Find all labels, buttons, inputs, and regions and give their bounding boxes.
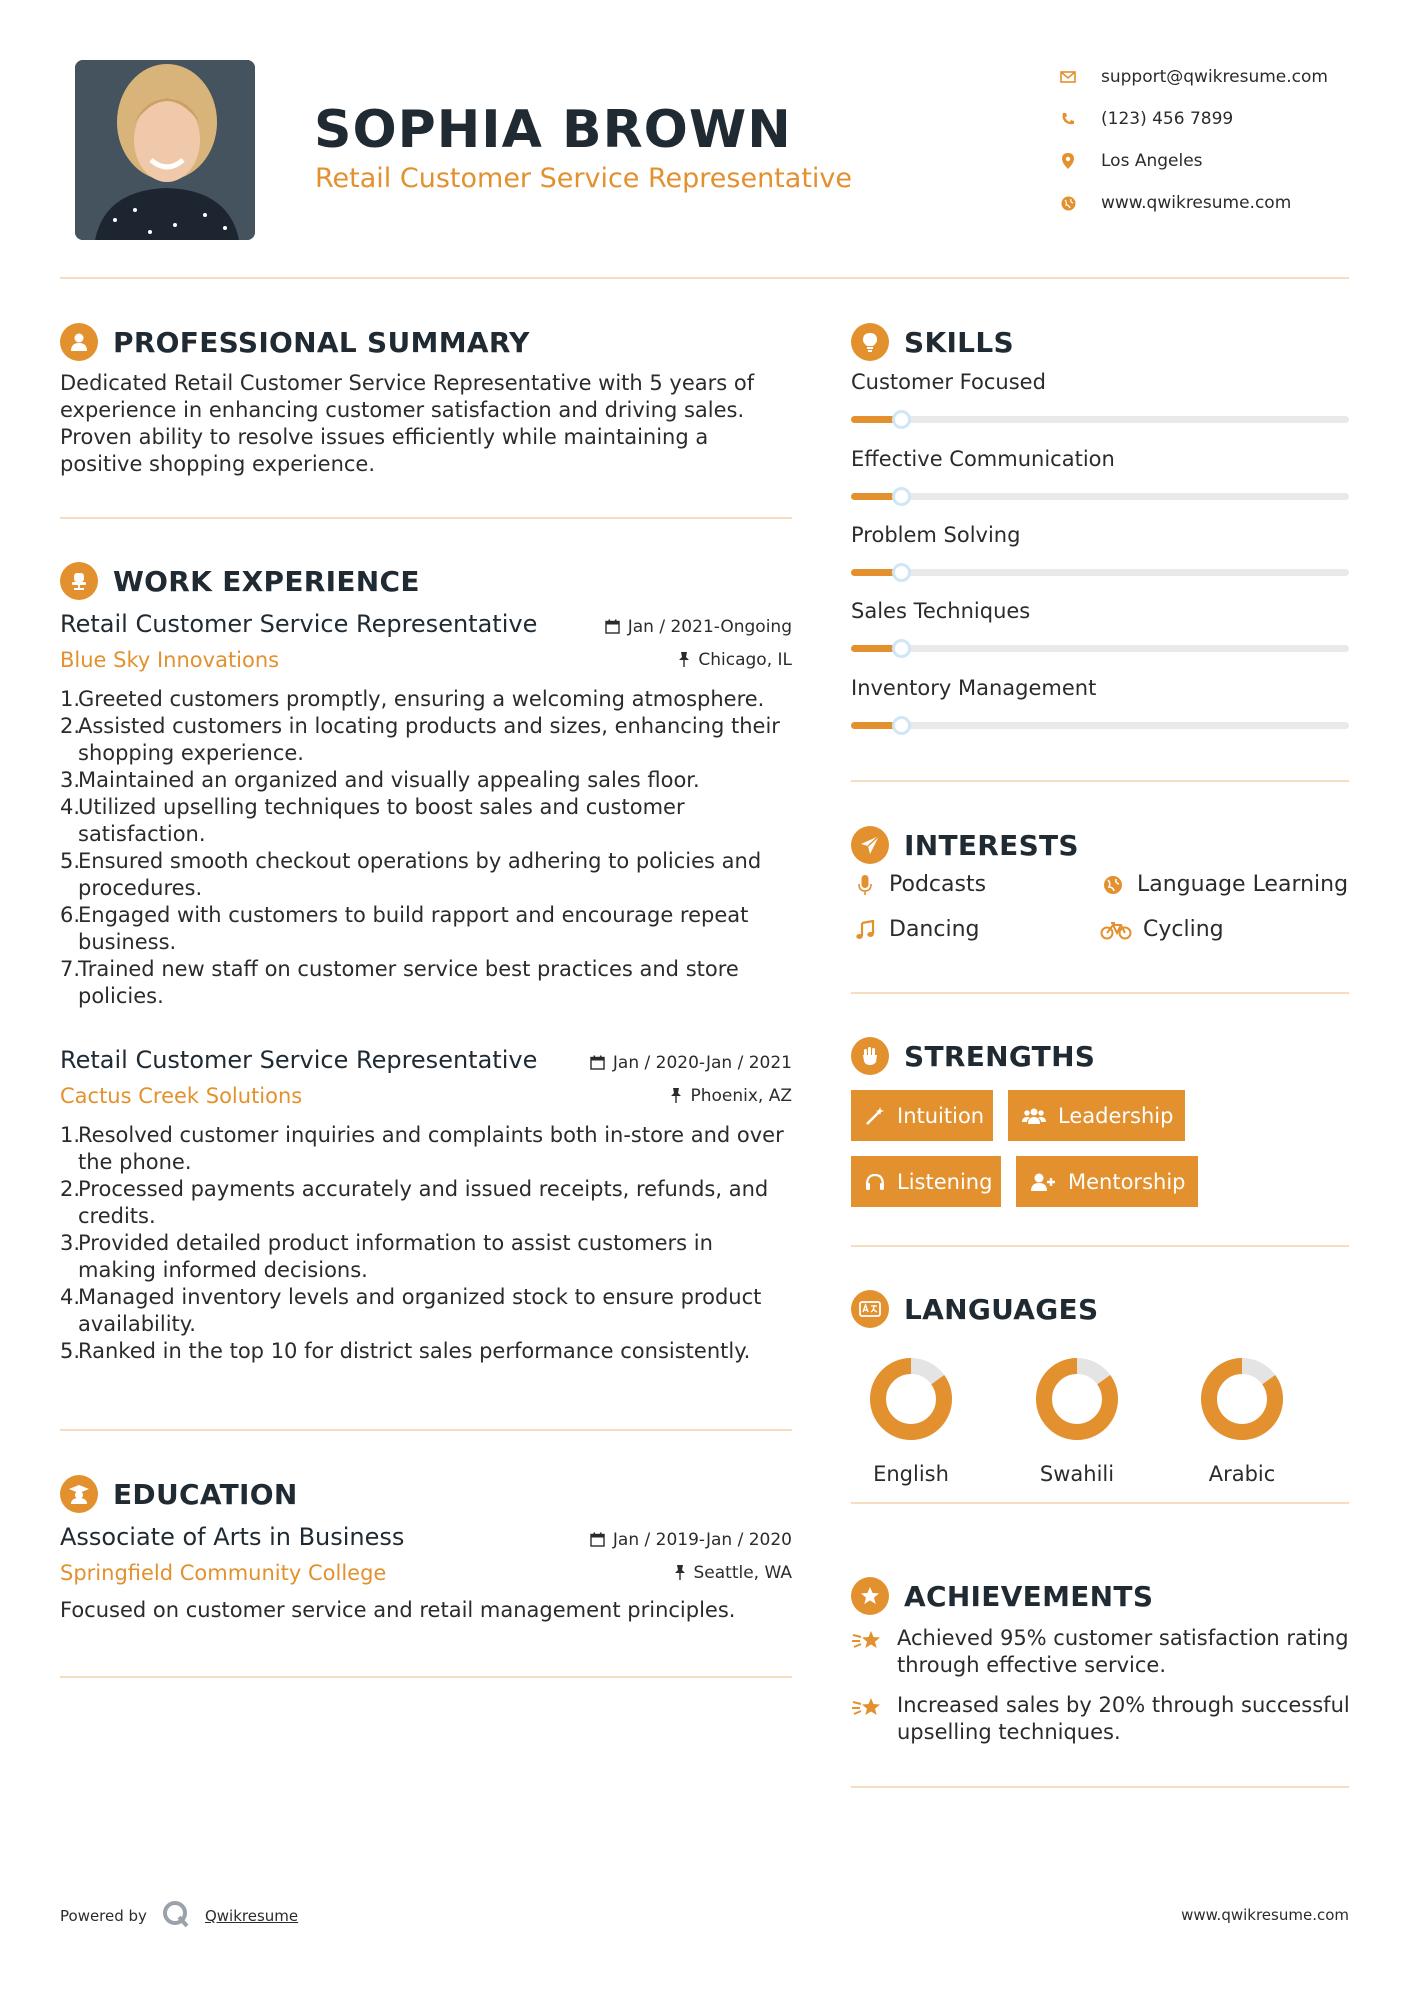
candidate-name: SOPHIA BROWN	[314, 100, 792, 160]
shooting-star-icon	[851, 1694, 885, 1746]
duty-item: Trained new staff on customer service best practices and store policies.	[78, 957, 739, 1008]
job-location-text: Phoenix, AZ	[690, 1085, 792, 1106]
language-item	[1187, 1356, 1297, 1486]
duty-item: Managed inventory levels and organized stock to ensure product availability.	[78, 1285, 762, 1336]
education-dates-text: Jan / 2019-Jan / 2020	[612, 1529, 792, 1550]
language-name: Arabic	[1208, 1462, 1276, 1486]
star-badge-icon	[851, 1577, 889, 1615]
strength-tag	[1016, 1156, 1198, 1207]
phone-icon	[1055, 112, 1081, 126]
envelope-icon	[1055, 71, 1081, 83]
education-divider	[60, 1676, 792, 1678]
skill-bar-knob	[892, 639, 911, 658]
duty-item: Processed payments accurately and issued receipts, refunds, and credits.	[78, 1177, 769, 1228]
skill-bar-knob	[892, 487, 911, 506]
experience-title: WORK EXPERIENCE	[113, 564, 420, 598]
skill-bar	[851, 645, 1349, 652]
skills-title: SKILLS	[904, 325, 1014, 359]
achievement-item	[851, 1625, 1351, 1679]
contact-list	[1055, 56, 1328, 224]
job-meta	[605, 610, 792, 676]
skill-item	[851, 523, 1349, 576]
contact-phone	[1055, 98, 1328, 140]
translate-icon	[851, 1290, 889, 1328]
calendar-icon	[590, 1532, 605, 1547]
duty-item: Provided detailed product information to assist customers in making informed decisions.	[78, 1231, 713, 1282]
skills-divider	[851, 780, 1349, 782]
interest-item	[851, 872, 986, 897]
music-note-icon	[851, 920, 879, 940]
duty-item: Engaged with customers to build rapport and encourage repeat business.	[78, 903, 749, 954]
microphone-icon	[851, 874, 879, 896]
language-item	[856, 1356, 966, 1486]
skill-bar	[851, 569, 1349, 576]
skill-item	[851, 370, 1349, 423]
interest-label: Dancing	[889, 917, 980, 942]
graduate-icon	[60, 1475, 98, 1513]
duty-item: Resolved customer inquiries and complaints both in-store and over the phone.	[78, 1123, 784, 1174]
user-plus-icon	[1030, 1172, 1056, 1192]
education-text: Focused on customer service and retail management principles.	[60, 1598, 736, 1622]
language-item	[1022, 1356, 1132, 1486]
achievements-title: ACHIEVEMENTS	[904, 1579, 1154, 1613]
achievement-text: Increased sales by 20% through successful upselling techniques.	[897, 1693, 1350, 1744]
skills-header	[851, 323, 1014, 361]
duty-item: Greeted customers promptly, ensuring a welcoming atmosphere.	[78, 687, 765, 711]
skill-item	[851, 447, 1349, 500]
language-name: English	[873, 1462, 949, 1486]
headphones-icon	[865, 1173, 885, 1191]
contact-phone-text: (123) 456 7899	[1101, 109, 1234, 129]
interests-title: INTERESTS	[904, 828, 1079, 862]
job-company: Cactus Creek Solutions	[60, 1084, 303, 1108]
job-entry	[60, 1046, 792, 1365]
summary-text: Dedicated Retail Customer Service Representative with 5 years of experience in enhancing customer satisfaction and driving sales. Proven ability to resolve issues efficiently while maintaining a positive shopping experience.	[60, 371, 755, 476]
skill-bar-knob	[892, 410, 911, 429]
job-title: Retail Customer Service Representative	[60, 610, 538, 638]
thumbtack-icon	[678, 652, 690, 667]
job-dates	[590, 1046, 792, 1079]
job-dates-text: Jan / 2020-Jan / 2021	[612, 1052, 792, 1073]
skill-bar-knob	[892, 563, 911, 582]
strengths-divider	[851, 1245, 1349, 1247]
duty-item: Maintained an organized and visually appealing sales floor.	[78, 768, 700, 792]
strength-label: Mentorship	[1068, 1169, 1186, 1194]
job-meta	[590, 1046, 792, 1112]
language-donut	[1034, 1356, 1120, 1442]
users-icon	[1022, 1107, 1046, 1125]
skill-name: Problem Solving	[851, 523, 1021, 547]
school-name: Springfield Community College	[60, 1561, 387, 1585]
calendar-icon	[590, 1055, 605, 1070]
bicycle-icon	[1099, 920, 1133, 940]
paper-plane-icon	[851, 826, 889, 864]
job-location	[605, 643, 792, 676]
strength-label: Leadership	[1058, 1103, 1174, 1128]
calendar-icon	[605, 619, 620, 634]
skill-bar	[851, 416, 1349, 423]
summary-title: PROFESSIONAL SUMMARY	[113, 325, 530, 359]
skill-name: Customer Focused	[851, 370, 1046, 394]
education-meta	[590, 1523, 792, 1589]
qwikresume-link[interactable]: Qwikresume	[204, 1907, 299, 1925]
skill-item	[851, 599, 1349, 652]
thumbtack-icon	[674, 1565, 686, 1580]
degree-title: Associate of Arts in Business	[60, 1523, 405, 1551]
contact-location	[1055, 140, 1328, 182]
languages-title: LANGUAGES	[904, 1292, 1099, 1326]
header-divider	[60, 277, 1349, 279]
briefcase-chair-icon	[60, 562, 98, 600]
education-location-text: Seattle, WA	[693, 1562, 792, 1583]
summary-divider	[60, 517, 792, 519]
footer-powered-by	[60, 1899, 298, 1933]
skill-bar-knob	[892, 716, 911, 735]
education-entry	[60, 1523, 792, 1624]
achievement-item	[851, 1692, 1351, 1746]
education-header	[60, 1475, 298, 1513]
qwikresume-logo-icon	[161, 1899, 191, 1933]
duty-item: Utilized upselling techniques to boost sales and customer satisfaction.	[78, 795, 685, 846]
candidate-role: Retail Customer Service Representative	[315, 163, 852, 194]
contact-email	[1055, 56, 1328, 98]
experience-header	[60, 562, 420, 600]
education-title: EDUCATION	[113, 1477, 298, 1511]
job-location	[590, 1079, 792, 1112]
strength-label: Intuition	[897, 1103, 985, 1128]
hand-icon	[851, 1037, 889, 1075]
lightbulb-icon	[851, 323, 889, 361]
strength-label: Listening	[897, 1169, 993, 1194]
duty-list	[60, 686, 792, 1010]
contact-email-text[interactable]: support@qwikresume.com	[1101, 67, 1328, 87]
achievements-header	[851, 1577, 1153, 1615]
skill-item	[851, 676, 1349, 729]
interests-divider	[851, 992, 1349, 994]
strengths-header	[851, 1037, 1095, 1075]
achievements-divider	[851, 1786, 1349, 1788]
skill-name: Sales Techniques	[851, 599, 1031, 623]
strength-tag	[1008, 1090, 1185, 1141]
strengths-title: STRENGTHS	[904, 1039, 1096, 1073]
achievement-text: Achieved 95% customer satisfaction rating through effective service.	[897, 1626, 1349, 1677]
job-entry	[60, 610, 792, 1010]
interest-label: Language Learning	[1137, 872, 1349, 897]
user-icon	[60, 323, 98, 361]
duty-item: Ranked in the top 10 for district sales performance consistently.	[78, 1339, 751, 1363]
contact-website	[1055, 182, 1328, 224]
job-location-text: Chicago, IL	[698, 649, 792, 670]
education-dates	[590, 1523, 792, 1556]
shooting-star-icon	[851, 1627, 885, 1679]
profile-photo	[75, 60, 255, 240]
magic-wand-icon	[865, 1106, 885, 1126]
job-dates-text: Jan / 2021-Ongoing	[627, 616, 792, 637]
duty-item: Ensured smooth checkout operations by adhering to policies and procedures.	[78, 849, 762, 900]
job-company: Blue Sky Innovations	[60, 648, 280, 672]
globe-icon	[1055, 196, 1081, 211]
strength-tag	[851, 1156, 1001, 1207]
language-name: Swahili	[1039, 1462, 1115, 1486]
languages-divider	[851, 1502, 1349, 1504]
experience-divider	[60, 1429, 792, 1431]
powered-by-label: Powered by	[60, 1907, 147, 1925]
interest-item	[1099, 872, 1348, 897]
education-location	[590, 1556, 792, 1589]
job-dates	[605, 610, 792, 643]
skill-name: Effective Communication	[851, 447, 1115, 471]
interest-item	[851, 917, 979, 942]
skill-bar	[851, 493, 1349, 500]
duty-list	[60, 1122, 792, 1365]
thumbtack-icon	[670, 1088, 682, 1103]
skill-bar	[851, 722, 1349, 729]
interest-item	[1099, 917, 1224, 942]
summary-header	[60, 323, 530, 361]
map-pin-icon	[1055, 153, 1081, 169]
globe-icon	[1099, 875, 1127, 895]
contact-location-text: Los Angeles	[1101, 151, 1203, 171]
interests-header	[851, 826, 1079, 864]
footer-url[interactable]: www.qwikresume.com	[1181, 1906, 1349, 1924]
job-title: Retail Customer Service Representative	[60, 1046, 538, 1074]
language-donut	[868, 1356, 954, 1442]
duty-item: Assisted customers in locating products and sizes, enhancing their shopping experience.	[78, 714, 780, 765]
strength-tag	[851, 1090, 993, 1141]
skill-name: Inventory Management	[851, 676, 1097, 700]
interest-label: Cycling	[1143, 917, 1224, 942]
languages-header	[851, 1290, 1098, 1328]
contact-website-text[interactable]: www.qwikresume.com	[1101, 193, 1292, 213]
interest-label: Podcasts	[889, 872, 987, 897]
language-donut	[1199, 1356, 1285, 1442]
